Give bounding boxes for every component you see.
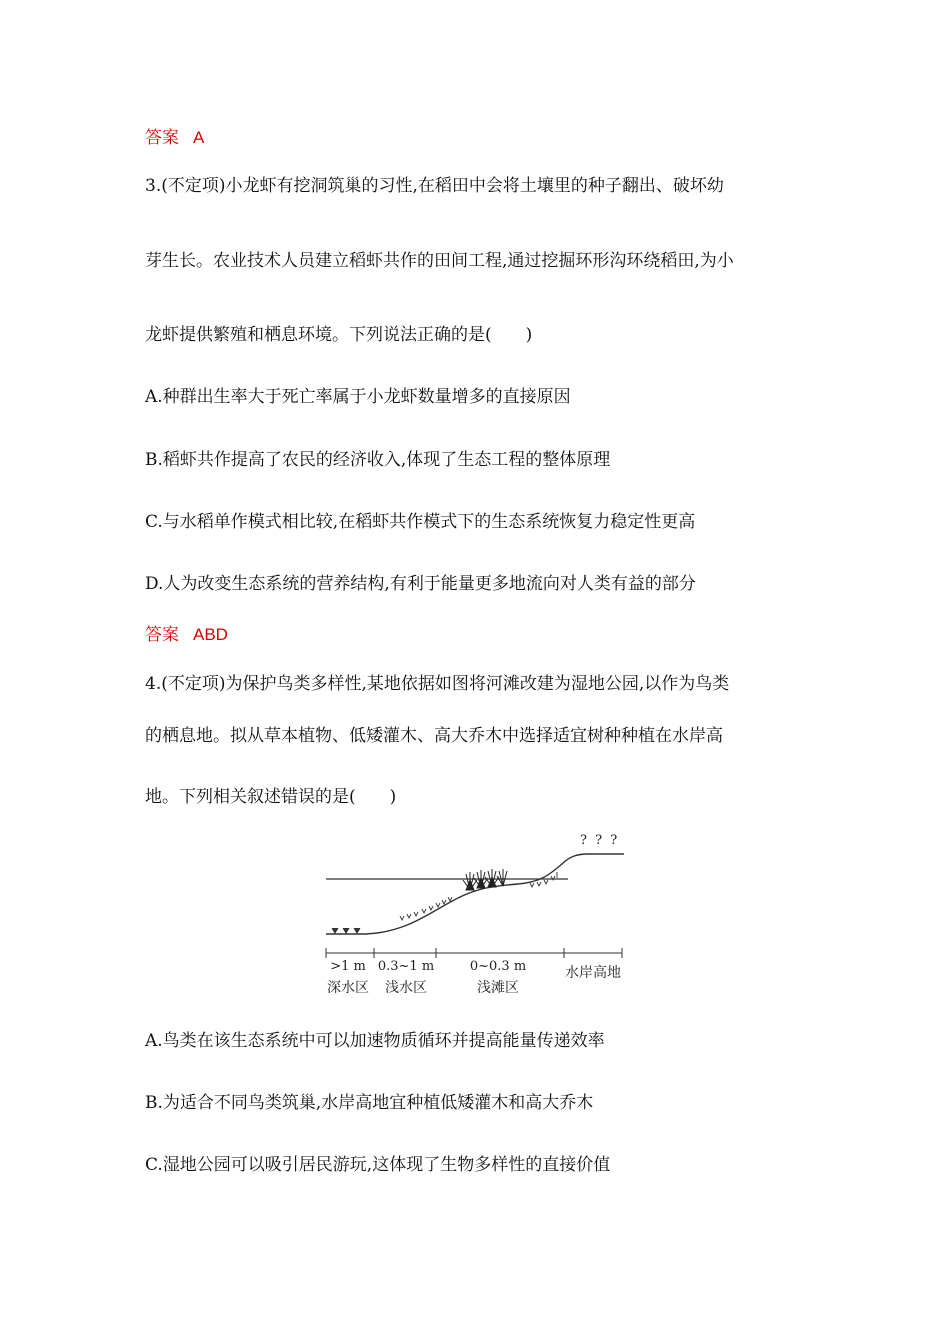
question-3-option-b: B.稻虾共作提高了农民的经济收入,体现了生态工程的整体原理 xyxy=(145,450,611,470)
question-4-line-1: 4.(不定项)为保护鸟类多样性,某地依据如图将河滩改建为湿地公园,以作为鸟类 xyxy=(145,674,730,694)
answer-3 xyxy=(145,127,204,149)
answer-label: 答案 xyxy=(145,625,179,645)
question-3-option-d: D.人为改变生态系统的营养结构,有利于能量更多地流向对人类有益的部分 xyxy=(145,574,696,594)
zone-depth-shallow: 0.3~1 m xyxy=(377,959,435,974)
answer-4 xyxy=(145,624,228,646)
submerged-plants-icon xyxy=(332,928,360,933)
unknown-plants-marks: ? ? ? xyxy=(580,833,620,848)
zone-depth-shoal: 0~0.3 m xyxy=(469,959,527,974)
question-3-option-c: C.与水稻单作模式相比较,在稻虾共作模式下的生态系统恢复力稳定性更高 xyxy=(145,512,696,532)
zone-name-shoal: 浅滩区 xyxy=(477,980,519,996)
question-3-line-2: 芽生长。农业技术人员建立稻虾共作的田间工程,通过挖掘环形沟环绕稻田,为小 xyxy=(145,251,734,271)
answer-label: 答案 xyxy=(145,128,179,148)
question-4-line-2: 的栖息地。拟从草本植物、低矮灌木、高大乔木中选择适宜树种种植在水岸高 xyxy=(145,726,723,746)
question-4-line-3: 地。下列相关叙述错误的是( ) xyxy=(145,787,397,807)
zone-depth-deep: >1 m xyxy=(330,959,366,974)
terrain-profile xyxy=(326,854,624,934)
question-3-option-a: A.种群出生率大于死亡率属于小龙虾数量增多的直接原因 xyxy=(145,387,571,407)
zone-name-upland: 水岸高地 xyxy=(565,965,621,981)
zone-name-deep: 深水区 xyxy=(327,980,369,996)
question-4-option-c: C.湿地公园可以吸引居民游玩,这体现了生物多样性的直接价值 xyxy=(145,1155,611,1175)
answer-value: ABD xyxy=(193,625,228,644)
question-4-option-b: B.为适合不同鸟类筑巢,水岸高地宜种植低矮灌木和高大乔木 xyxy=(145,1093,594,1113)
zone-name-shallow: 浅水区 xyxy=(385,980,427,996)
question-4-option-a: A.鸟类在该生态系统中可以加速物质循环并提高能量传递效率 xyxy=(145,1031,605,1051)
question-3-line-3: 龙虾提供繁殖和栖息环境。下列说法正确的是( ) xyxy=(145,325,533,345)
question-3-line-1: 3.(不定项)小龙虾有挖洞筑巢的习性,在稻田中会将土壤里的种子翻出、破坏幼 xyxy=(145,176,724,196)
answer-value: A xyxy=(193,128,205,147)
wetland-diagram xyxy=(318,828,634,1000)
